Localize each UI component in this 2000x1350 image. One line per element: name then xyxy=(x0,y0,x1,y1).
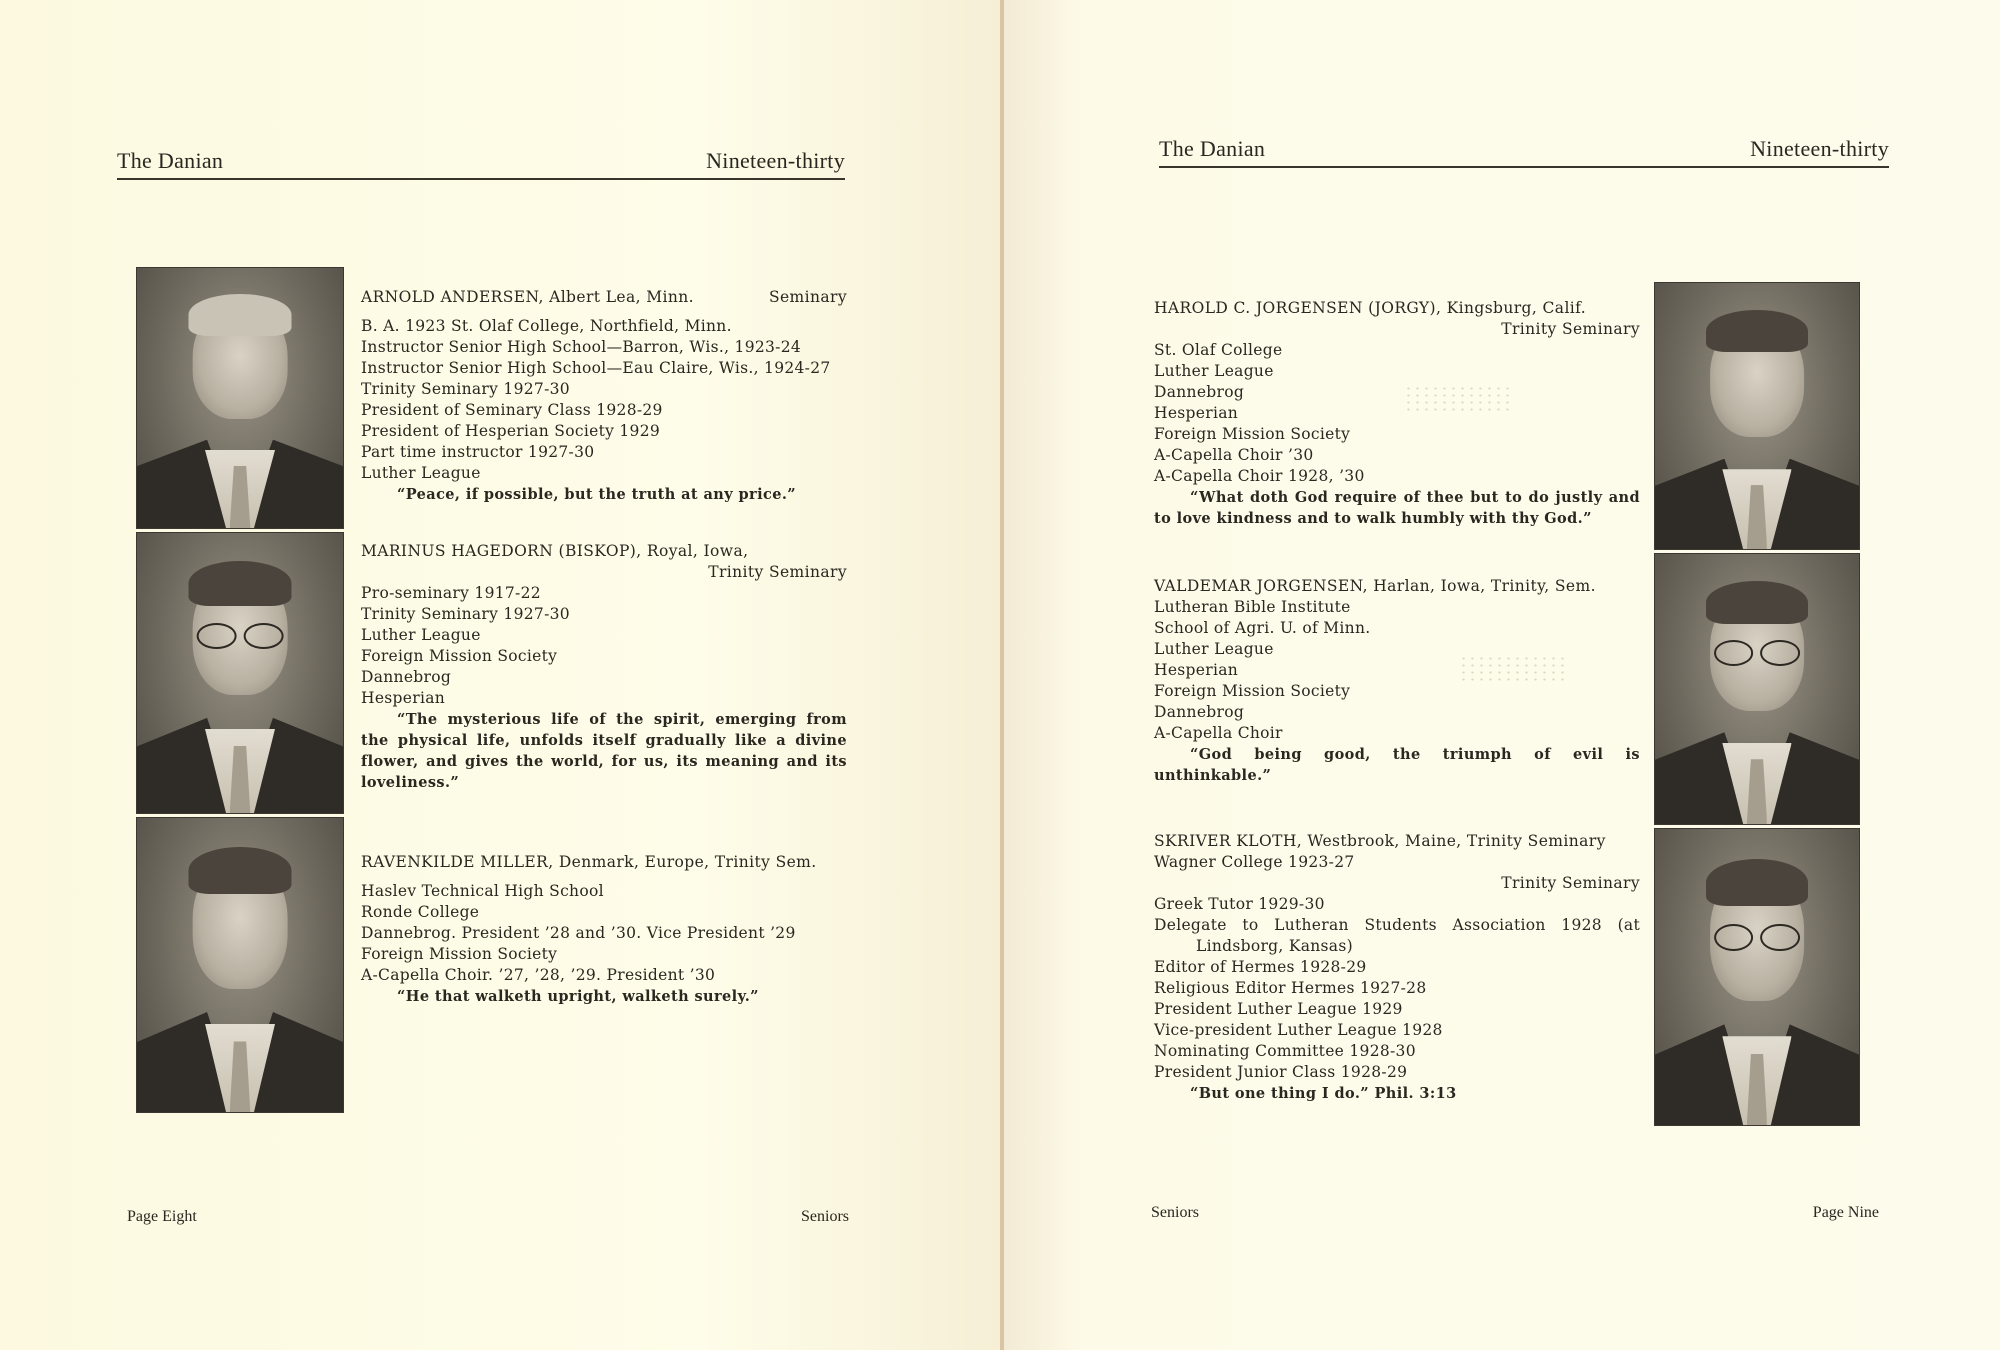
senior-name: ARNOLD ANDERSEN, Albert Lea, Minn. Seminary xyxy=(361,288,847,306)
activity-item: Hesperian xyxy=(361,689,446,707)
activity-item: A-Capella Choir xyxy=(1154,724,1283,742)
senior-quote: “God being good, the triumph of evil is unthinkable.” xyxy=(1154,746,1640,784)
activity-item: Religious Editor Hermes 1927-28 xyxy=(1154,979,1427,997)
senior-name: HAROLD C. JORGENSEN (JORGY), Kingsburg, Calif. xyxy=(1154,299,1587,317)
book-title: The Danian xyxy=(117,148,224,173)
activity-item: President of Hesperian Society 1929 xyxy=(361,422,661,440)
activity-item: Foreign Mission Society xyxy=(1154,425,1351,443)
senior-entry xyxy=(1154,576,1640,786)
activity-item: Dannebrog xyxy=(361,668,452,686)
activity-item: Delegate to Lutheran Students Association 1928 (at Lindsborg, Kansas) xyxy=(1154,916,1640,955)
activity-item: Hesperian xyxy=(1154,661,1239,679)
portrait-column xyxy=(136,267,344,1113)
activity-item: Luther League xyxy=(1154,640,1274,658)
portrait-photo xyxy=(136,267,344,529)
activity-item: Dannebrog. President ’28 and ’30. Vice President ’29 xyxy=(361,924,796,942)
senior-quote: “But one thing I do.” Phil. 3:13 xyxy=(1190,1085,1457,1102)
running-header xyxy=(1159,136,1889,168)
running-header xyxy=(117,148,845,180)
book-title: The Danian xyxy=(1159,136,1266,161)
activity-item: B. A. 1923 St. Olaf College, Northfield, Minn. xyxy=(361,317,732,335)
activity-item: Foreign Mission Society xyxy=(361,945,558,963)
activity-item: Foreign Mission Society xyxy=(361,647,558,665)
right-page xyxy=(1004,0,2000,1350)
portrait-column xyxy=(1654,282,1860,1126)
running-footer xyxy=(127,1208,849,1226)
senior-entry xyxy=(1154,831,1640,1104)
portrait-photo xyxy=(1654,282,1860,550)
senior-name: SKRIVER KLOTH, Westbrook, Maine, Trinity Seminary xyxy=(1154,832,1606,850)
activity-item: Vice-president Luther League 1928 xyxy=(1154,1021,1443,1039)
activity-item: St. Olaf College xyxy=(1154,341,1283,359)
activity-item: Wagner College 1923-27 xyxy=(1154,853,1355,871)
activity-item: School of Agri. U. of Minn. xyxy=(1154,619,1371,637)
activity-item: Luther League xyxy=(361,626,481,644)
senior-name: RAVENKILDE MILLER, Denmark, Europe, Trinity Sem. xyxy=(361,853,817,871)
activity-item: President Junior Class 1928-29 xyxy=(1154,1063,1408,1081)
activity-item: Lutheran Bible Institute xyxy=(1154,598,1351,616)
book-year: Nineteen-thirty xyxy=(1750,136,1889,161)
activity-item: A-Capella Choir 1928, ’30 xyxy=(1154,467,1365,485)
senior-name: VALDEMAR JORGENSEN, Harlan, Iowa, Trinity, Sem. xyxy=(1154,577,1596,595)
senior-entry xyxy=(1154,298,1640,529)
senior-quote: “Peace, if possible, but the truth at any price.” xyxy=(397,486,797,503)
activity-item: Haslev Technical High School xyxy=(361,882,604,900)
activity-item: Editor of Hermes 1928-29 xyxy=(1154,958,1367,976)
senior-quote: “What doth God require of thee but to do justly and to love kindness and to walk humbly with thy God.” xyxy=(1154,489,1640,527)
portrait-photo xyxy=(1654,828,1860,1126)
book-year: Nineteen-thirty xyxy=(706,148,845,173)
activity-item: Instructor Senior High School—Eau Claire, Wis., 1924-27 xyxy=(361,359,831,377)
activity-item: A-Capella Choir. ’27, ’28, ’29. President ’30 xyxy=(361,966,716,984)
activity-item: Hesperian xyxy=(1154,404,1239,422)
activity-item: President Luther League 1929 xyxy=(1154,1000,1403,1018)
activity-item: President of Seminary Class 1928-29 xyxy=(361,401,663,419)
section-label: Seniors xyxy=(1151,1204,1199,1221)
portrait-photo xyxy=(1654,553,1860,825)
page-number: Page Eight xyxy=(127,1208,197,1225)
senior-entry xyxy=(361,287,847,505)
activity-item: Dannebrog xyxy=(1154,703,1245,721)
activity-item: Dannebrog xyxy=(1154,383,1245,401)
activity-item: Part time instructor 1927-30 xyxy=(361,443,595,461)
activity-item: Nominating Committee 1928-30 xyxy=(1154,1042,1416,1060)
activity-item: Luther League xyxy=(361,464,481,482)
senior-quote: “The mysterious life of the spirit, emerging from the physical life, unfolds itself gradually like a divine flower, and gives the world, for us, its meaning and its loveliness.” xyxy=(361,711,847,791)
running-footer xyxy=(1151,1204,1879,1222)
school-label: Trinity Seminary xyxy=(1501,320,1640,338)
school-label: Trinity Seminary xyxy=(708,563,847,581)
activity-item: Greek Tutor 1929-30 xyxy=(1154,895,1325,913)
activity-item: A-Capella Choir ’30 xyxy=(1154,446,1314,464)
portrait-photo xyxy=(136,817,344,1113)
senior-name: MARINUS HAGEDORN (BISKOP), Royal, Iowa, xyxy=(361,542,749,560)
activity-item: Ronde College xyxy=(361,903,480,921)
activity-item: Pro-seminary 1917-22 xyxy=(361,584,541,602)
activity-item: Foreign Mission Society xyxy=(1154,682,1351,700)
page-number: Page Nine xyxy=(1812,1204,1879,1221)
activity-item: Trinity Seminary 1927-30 xyxy=(361,605,570,623)
school-label: Trinity Seminary xyxy=(1501,874,1640,892)
activity-item: Trinity Seminary 1927-30 xyxy=(361,380,570,398)
senior-entry xyxy=(361,852,847,1007)
activity-item: Luther League xyxy=(1154,362,1274,380)
senior-quote: “He that walketh upright, walketh surely.” xyxy=(397,988,759,1005)
senior-entry xyxy=(361,541,847,793)
portrait-photo xyxy=(136,532,344,814)
section-label: Seniors xyxy=(801,1208,849,1225)
activity-item: Instructor Senior High School—Barron, Wis., 1923-24 xyxy=(361,338,802,356)
